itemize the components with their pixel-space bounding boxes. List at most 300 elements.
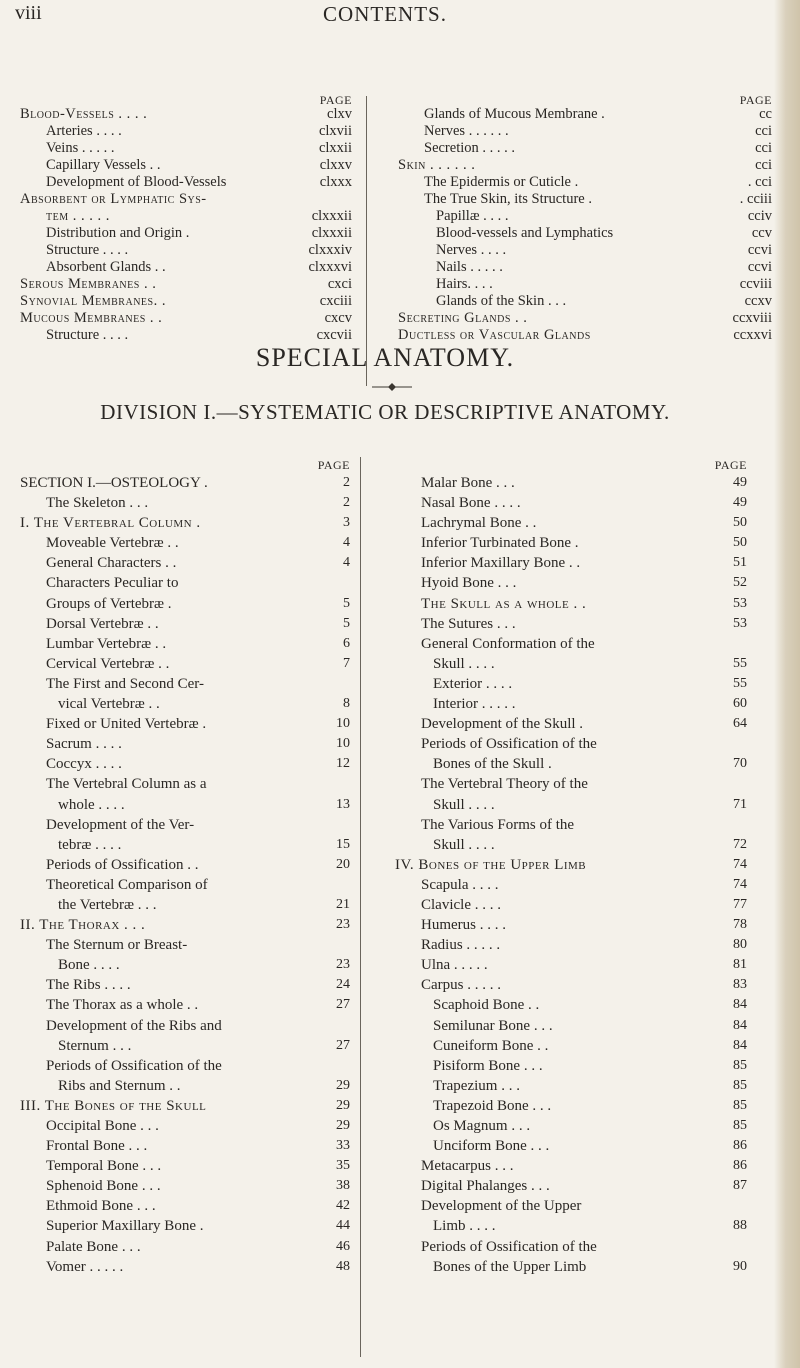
toc-entry-title: Carpus . . . . . <box>421 977 501 994</box>
toc-entry-page: 23 <box>336 917 350 933</box>
toc-entry-title: SECTION I.—OSTEOLOGY . <box>20 475 208 491</box>
toc-entry-title: Blood-vessels and Lymphatics <box>436 225 614 241</box>
toc-entry-title: The Epidermis or Cuticle . <box>424 174 579 190</box>
toc-entry-page: 7 <box>343 655 350 671</box>
toc-entry <box>20 1196 350 1216</box>
toc-entry-title: Ductless or Vascular Glands <box>398 327 591 343</box>
toc-entry <box>20 694 350 714</box>
toc-entry-page: 2 <box>343 475 350 490</box>
toc-entry-page <box>717 634 747 654</box>
toc-entry <box>20 915 350 935</box>
toc-entry-page: ccvi <box>747 242 772 258</box>
toc-entry-page: ccxviii <box>732 310 772 326</box>
toc-entry-title: Vomer . . . . . <box>46 1258 124 1275</box>
toc-entry-page: clxxii <box>318 140 352 156</box>
toc-entry-title: Bone . . . . <box>58 957 120 974</box>
toc-entry-page: 87 <box>733 1178 747 1194</box>
toc-entry-title: Characters Peculiar to <box>46 575 179 592</box>
toc-entry-title: Structure . . . . <box>46 242 129 258</box>
toc-entry-page: 84 <box>733 1017 747 1033</box>
toc-entry-page: 55 <box>733 675 747 691</box>
toc-entry <box>398 293 772 310</box>
toc-entry <box>395 1056 747 1076</box>
toc-entry-page <box>717 1196 747 1216</box>
toc-entry <box>398 259 772 276</box>
toc-entry-title: Metacarpus . . . <box>421 1158 514 1175</box>
toc-entry-title: Trapezium . . . <box>433 1077 520 1094</box>
toc-entry-title: vical Vertebræ . . <box>58 696 160 713</box>
toc-entry <box>395 1196 747 1216</box>
toc-entry <box>398 123 772 140</box>
toc-entry-page: 27 <box>336 997 350 1013</box>
toc-entry-title: Papillæ . . . . <box>436 208 509 224</box>
toc-entry <box>398 140 772 157</box>
toc-entry <box>20 674 350 694</box>
toc-entry <box>398 157 772 174</box>
toc-entry <box>20 855 350 875</box>
toc-entry-page: . cci <box>747 174 772 190</box>
toc-entry <box>395 1176 747 1196</box>
toc-entry-title: Cervical Vertebræ . . <box>46 655 170 672</box>
toc-entry-page: cci <box>755 123 772 139</box>
toc-entry-title: Temporal Bone . . . <box>46 1158 162 1175</box>
toc-entry <box>20 293 352 310</box>
toc-entry-page: 53 <box>733 615 747 631</box>
toc-entry-title: The Ribs . . . . <box>46 977 131 994</box>
toc-entry-page: 8 <box>343 696 350 712</box>
toc-entry-page: cc <box>759 106 772 122</box>
toc-entry <box>395 875 747 895</box>
toc-entry-title: Synovial Membranes. . <box>20 293 166 309</box>
toc-entry <box>20 754 350 774</box>
toc-entry-title: Inferior Maxillary Bone . . <box>421 555 581 572</box>
toc-entry <box>395 654 747 674</box>
toc-entry <box>20 835 350 855</box>
toc-entry-title: Coccyx . . . . <box>46 756 122 773</box>
toc-entry-page: ccv <box>751 225 772 241</box>
toc-entry-page: 29 <box>336 1118 350 1133</box>
toc-entry <box>395 694 747 714</box>
toc-entry-title: Humerus . . . . <box>421 917 506 934</box>
toc-entry <box>20 493 350 513</box>
toc-entry-page: 85 <box>733 1097 747 1113</box>
toc-entry-page: cxcvii <box>316 327 352 343</box>
toc-entry-page: 12 <box>336 756 350 772</box>
page-number: viii <box>15 2 42 24</box>
toc-entry <box>20 1056 350 1076</box>
toc-entry-page: . cciii <box>739 191 772 207</box>
toc-entry-page: 42 <box>336 1198 350 1214</box>
toc-entry <box>395 493 747 513</box>
toc-entry-title: The Vertebral Theory of the <box>421 776 588 793</box>
toc-entry <box>398 310 772 327</box>
toc-entry-page: ccxv <box>744 293 772 309</box>
toc-entry-page: 33 <box>336 1138 350 1154</box>
toc-entry <box>395 915 747 935</box>
toc-entry-page: 85 <box>733 1057 747 1073</box>
toc-entry-title: Ethmoid Bone . . . <box>46 1198 156 1215</box>
toc-top-left <box>20 92 352 344</box>
toc-entry-page: 85 <box>733 1118 747 1133</box>
toc-entry-title: tem . . . . . <box>46 208 110 224</box>
toc-entry <box>395 714 747 734</box>
toc-entry-page: cci <box>755 157 772 173</box>
toc-entry-page: 86 <box>733 1138 747 1154</box>
toc-entry-page <box>717 734 747 754</box>
toc-entry-page: 15 <box>336 836 350 852</box>
toc-entry-title: Periods of Ossification of the <box>46 1057 222 1074</box>
toc-entry <box>20 1016 350 1036</box>
toc-entry-page: 49 <box>733 475 747 490</box>
toc-entry <box>20 634 350 654</box>
page-column-label: PAGE <box>317 458 350 472</box>
toc-entry-title: Limb . . . . <box>433 1218 496 1235</box>
toc-entry <box>395 614 747 634</box>
toc-entry-title: Pisiform Bone . . . <box>433 1057 543 1074</box>
toc-entry-title: Arteries . . . . <box>46 123 122 139</box>
toc-entry-page: 53 <box>733 595 747 611</box>
toc-entry <box>20 1136 350 1156</box>
toc-entry-title: Malar Bone . . . <box>421 475 515 491</box>
toc-entry-title: Capillary Vessels . . <box>46 157 161 173</box>
toc-entry-title: Absorbent Glands . . <box>46 259 166 275</box>
toc-entry-title: Scapula . . . . <box>421 876 499 893</box>
toc-entry <box>395 774 747 794</box>
toc-entry <box>20 714 350 734</box>
toc-entry <box>20 995 350 1015</box>
toc-entry <box>395 1156 747 1176</box>
toc-entry-title: Sphenoid Bone . . . <box>46 1178 161 1195</box>
toc-entry-page <box>717 815 747 835</box>
toc-entry-title: The First and Second Cer- <box>46 675 204 692</box>
toc-entry <box>20 533 350 553</box>
toc-entry-page: 90 <box>733 1258 747 1274</box>
toc-entry <box>395 1237 747 1257</box>
column-divider-bottom <box>360 457 361 1357</box>
toc-entry <box>395 1076 747 1096</box>
toc-entry-title: The Sternum or Breast- <box>46 937 188 954</box>
toc-entry-title: Veins . . . . . <box>46 140 115 156</box>
toc-entry <box>395 935 747 955</box>
toc-entry-title: Structure . . . . <box>46 327 129 343</box>
toc-entry <box>395 553 747 573</box>
toc-entry <box>20 734 350 754</box>
toc-entry <box>20 614 350 634</box>
toc-entry-title: The True Skin, its Structure . <box>424 191 592 207</box>
toc-entry-page: 46 <box>336 1238 350 1254</box>
toc-entry-page: 24 <box>336 977 350 993</box>
toc-entry <box>20 1257 350 1277</box>
toc-entry-page <box>320 935 350 955</box>
toc-entry-title: Development of the Ribs and <box>46 1017 222 1034</box>
toc-entry-page <box>717 774 747 794</box>
toc-entry-page: 51 <box>733 555 747 571</box>
toc-entry <box>20 259 352 276</box>
toc-entry-page: 21 <box>336 896 350 912</box>
toc-entry <box>20 513 350 533</box>
toc-entry <box>395 835 747 855</box>
toc-entry-title: Superior Maxillary Bone . <box>46 1218 204 1235</box>
toc-entry-page: 72 <box>733 836 747 852</box>
toc-entry <box>398 276 772 293</box>
toc-entry <box>20 1076 350 1096</box>
toc-entry-title: Bones of the Upper Limb <box>433 1258 587 1275</box>
toc-entry-page: 88 <box>733 1218 747 1234</box>
toc-top-right <box>398 92 772 344</box>
toc-entry-title: Ribs and Sternum . . <box>58 1077 181 1094</box>
toc-entry-title: the Vertebræ . . . <box>58 896 157 913</box>
toc-entry <box>20 654 350 674</box>
toc-entry <box>20 594 350 614</box>
toc-entry-title: Theoretical Comparison of <box>46 876 208 893</box>
toc-entry-title: Lachrymal Bone . . <box>421 515 537 532</box>
toc-entry-page <box>348 191 352 208</box>
toc-entry <box>20 774 350 794</box>
toc-entry <box>20 1216 350 1236</box>
toc-right-column <box>395 455 747 1277</box>
page-column-label: PAGE <box>714 458 747 472</box>
toc-entry-title: IV. Bones of the Upper Limb <box>395 856 587 873</box>
toc-entry-title: Radius . . . . . <box>421 937 501 954</box>
toc-entry <box>395 754 747 774</box>
toc-entry-page: 52 <box>733 575 747 591</box>
toc-entry-title: The Thorax as a whole . . <box>46 997 199 1014</box>
toc-entry-page: 27 <box>336 1037 350 1053</box>
toc-entry <box>20 123 352 140</box>
toc-entry-page: 4 <box>343 555 350 571</box>
toc-entry-page: ccxxvi <box>733 327 772 343</box>
toc-entry <box>395 995 747 1015</box>
toc-entry-page: 35 <box>336 1158 350 1174</box>
toc-entry-title: Hairs. . . . <box>436 276 493 292</box>
toc-entry-title: Absorbent or Lymphatic Sys- <box>20 191 207 207</box>
toc-entry-title: Semilunar Bone . . . <box>433 1017 553 1034</box>
toc-entry-page: 77 <box>733 896 747 912</box>
toc-entry-title: Sacrum . . . . <box>46 736 122 753</box>
toc-entry-title: Periods of Ossification of the <box>421 1238 597 1255</box>
toc-entry-page: clxxxii <box>311 208 352 224</box>
division-title: DIVISION I.—SYSTEMATIC OR DESCRIPTIVE ANATOMY. <box>100 400 670 424</box>
toc-entry-title: Dorsal Vertebræ . . <box>46 615 159 632</box>
toc-entry <box>20 895 350 915</box>
toc-entry-title: Hyoid Bone . . . <box>421 575 517 592</box>
toc-entry-title: Cuneiform Bone . . <box>433 1037 549 1054</box>
toc-entry-title: Glands of the Skin . . . <box>436 293 567 309</box>
toc-entry-title: Nasal Bone . . . . <box>421 495 521 512</box>
toc-entry-page <box>320 815 350 835</box>
toc-entry <box>395 815 747 835</box>
toc-entry-page: cxci <box>327 276 352 292</box>
toc-entry <box>20 815 350 835</box>
toc-entry-title: Ulna . . . . . <box>421 957 488 974</box>
toc-entry-title: Sternum . . . <box>58 1037 132 1054</box>
toc-entry-title: Unciform Bone . . . <box>433 1138 550 1155</box>
toc-entry <box>398 174 772 191</box>
toc-entry-page: cciv <box>747 208 772 224</box>
toc-entry <box>20 1036 350 1056</box>
toc-entry-page: 86 <box>733 1158 747 1174</box>
toc-entry-title: Os Magnum . . . <box>433 1118 531 1134</box>
toc-entry-title: Periods of Ossification . . <box>46 856 199 873</box>
toc-entry-title: Groups of Vertebræ . <box>46 595 172 612</box>
toc-entry <box>398 327 772 344</box>
toc-entry-page: 84 <box>733 997 747 1013</box>
toc-entry-page: 13 <box>336 796 350 812</box>
toc-entry-page: clxxxiv <box>308 242 352 258</box>
toc-entry <box>20 875 350 895</box>
toc-entry <box>20 327 352 344</box>
toc-entry-page <box>320 875 350 895</box>
toc-entry <box>398 242 772 259</box>
toc-entry-page: 10 <box>336 736 350 752</box>
toc-entry <box>395 634 747 654</box>
toc-entry-page: 5 <box>343 615 350 631</box>
toc-entry-page: 50 <box>733 515 747 531</box>
toc-entry <box>20 1237 350 1257</box>
toc-entry-title: Blood-Vessels . . . . <box>20 106 148 122</box>
toc-entry-title: Frontal Bone . . . <box>46 1138 148 1155</box>
section-title-special-anatomy: SPECIAL ANATOMY. <box>255 343 515 372</box>
toc-entry-page <box>717 1237 747 1257</box>
toc-entry-title: Secretion . . . . . <box>424 140 516 156</box>
toc-entry-page: 70 <box>733 756 747 772</box>
running-header <box>0 2 770 28</box>
toc-entry <box>395 594 747 614</box>
toc-entry-title: Digital Phalanges . . . <box>421 1178 550 1195</box>
toc-entry-page: 78 <box>733 917 747 933</box>
toc-entry-page: 3 <box>343 515 350 531</box>
toc-entry <box>20 310 352 327</box>
toc-left-column <box>20 455 350 1277</box>
toc-entry-page: 81 <box>733 957 747 973</box>
toc-entry <box>20 276 352 293</box>
toc-entry-title: The Sutures . . . <box>421 615 516 632</box>
toc-entry-page: 84 <box>733 1037 747 1053</box>
toc-entry-page: cci <box>755 140 772 156</box>
toc-entry-title: Trapezoid Bone . . . <box>433 1097 552 1114</box>
toc-entry-page: clxxxvi <box>308 259 352 275</box>
toc-entry <box>395 855 747 875</box>
toc-entry-title: Development of the Ver- <box>46 816 195 833</box>
toc-entry <box>20 208 352 225</box>
toc-entry <box>398 208 772 225</box>
toc-entry-page: 49 <box>733 495 747 511</box>
toc-entry-title: Development of Blood-Vessels <box>46 174 227 190</box>
toc-entry-page: clxvii <box>318 123 352 139</box>
page-edge-shadow <box>774 0 800 1368</box>
page-column-label: PAGE <box>739 93 772 107</box>
toc-entry <box>395 1116 747 1136</box>
toc-entry <box>395 1136 747 1156</box>
toc-entry-title: Moveable Vertebræ . . <box>46 535 179 552</box>
toc-entry-page: 6 <box>343 635 350 651</box>
toc-entry <box>395 1036 747 1056</box>
toc-entry-page: 2 <box>343 495 350 511</box>
toc-entry-title: Skull . . . . <box>433 655 495 672</box>
toc-entry-title: Mucous Membranes . . <box>20 310 163 326</box>
toc-entry-page <box>320 1056 350 1076</box>
toc-entry-title: Nerves . . . . . . <box>424 123 509 139</box>
toc-entry-title: I. The Vertebral Column . <box>20 515 201 532</box>
toc-entry-title: Glands of Mucous Membrane . <box>424 106 605 122</box>
toc-entry-page <box>320 1016 350 1036</box>
toc-entry-title: The Skull as a whole . . <box>421 595 587 612</box>
toc-entry-title: Interior . . . . . <box>433 696 516 713</box>
toc-entry-page <box>320 774 350 794</box>
toc-entry <box>395 674 747 694</box>
toc-entry <box>395 1096 747 1116</box>
toc-entry <box>395 955 747 975</box>
toc-entry <box>20 225 352 242</box>
toc-entry <box>395 734 747 754</box>
toc-entry <box>20 1116 350 1136</box>
toc-entry <box>20 140 352 157</box>
toc-entry-title: Development of the Skull . <box>421 716 584 733</box>
toc-entry-title: Palate Bone . . . <box>46 1238 141 1255</box>
toc-entry-page: 5 <box>343 595 350 611</box>
toc-entry <box>20 935 350 955</box>
toc-entry-page: 23 <box>336 957 350 973</box>
toc-entry-title: Exterior . . . . <box>433 675 513 692</box>
toc-entry <box>20 1156 350 1176</box>
toc-entry <box>395 513 747 533</box>
toc-entry-title: Occipital Bone . . . <box>46 1118 159 1134</box>
toc-entry-title: The Various Forms of the <box>421 816 575 833</box>
toc-entry-page: 48 <box>336 1258 350 1274</box>
toc-entry-page: 85 <box>733 1077 747 1093</box>
toc-entry-title: Development of the Upper <box>421 1198 582 1215</box>
toc-entry-page: 64 <box>733 716 747 732</box>
toc-entry-page: 29 <box>336 1077 350 1093</box>
toc-entry <box>20 795 350 815</box>
toc-entry <box>398 225 772 242</box>
toc-entry <box>395 795 747 815</box>
toc-entry <box>20 473 350 493</box>
toc-entry-title: Skin . . . . . . <box>398 157 476 173</box>
toc-entry-title: Nerves . . . . <box>436 242 507 258</box>
toc-entry-page: cxcv <box>324 310 352 326</box>
toc-entry <box>398 191 772 208</box>
toc-entry-title: Secreting Glands . . <box>398 310 528 326</box>
toc-entry-page: clxxx <box>319 174 352 190</box>
toc-entry <box>20 955 350 975</box>
toc-entry-page: 4 <box>343 535 350 551</box>
toc-entry-page: clxv <box>327 106 352 122</box>
toc-entry <box>20 174 352 191</box>
toc-entry-title: Skull . . . . <box>433 796 495 813</box>
toc-entry <box>398 106 772 123</box>
toc-entry <box>395 573 747 593</box>
toc-entry-title: Fixed or United Vertebræ . <box>46 716 207 733</box>
toc-entry-page: 50 <box>733 535 747 551</box>
running-head: CONTENTS. <box>323 2 447 26</box>
toc-entry-page: 38 <box>336 1178 350 1194</box>
toc-entry-title: Periods of Ossification of the <box>421 736 597 753</box>
toc-entry <box>20 1176 350 1196</box>
toc-entry-title: tebræ . . . . <box>58 836 122 853</box>
toc-entry-title: General Characters . . <box>46 555 177 572</box>
toc-entry <box>395 1257 747 1277</box>
toc-entry-title: Scaphoid Bone . . <box>433 997 540 1014</box>
toc-entry-page: 80 <box>733 937 747 953</box>
ornament-rule <box>372 382 412 392</box>
toc-entry <box>395 975 747 995</box>
toc-entry <box>395 895 747 915</box>
toc-entry-title: The Skeleton . . . <box>46 495 149 512</box>
toc-entry-page: ccvi <box>747 259 772 275</box>
toc-entry <box>20 1096 350 1116</box>
toc-entry-page: ccviii <box>739 276 772 292</box>
